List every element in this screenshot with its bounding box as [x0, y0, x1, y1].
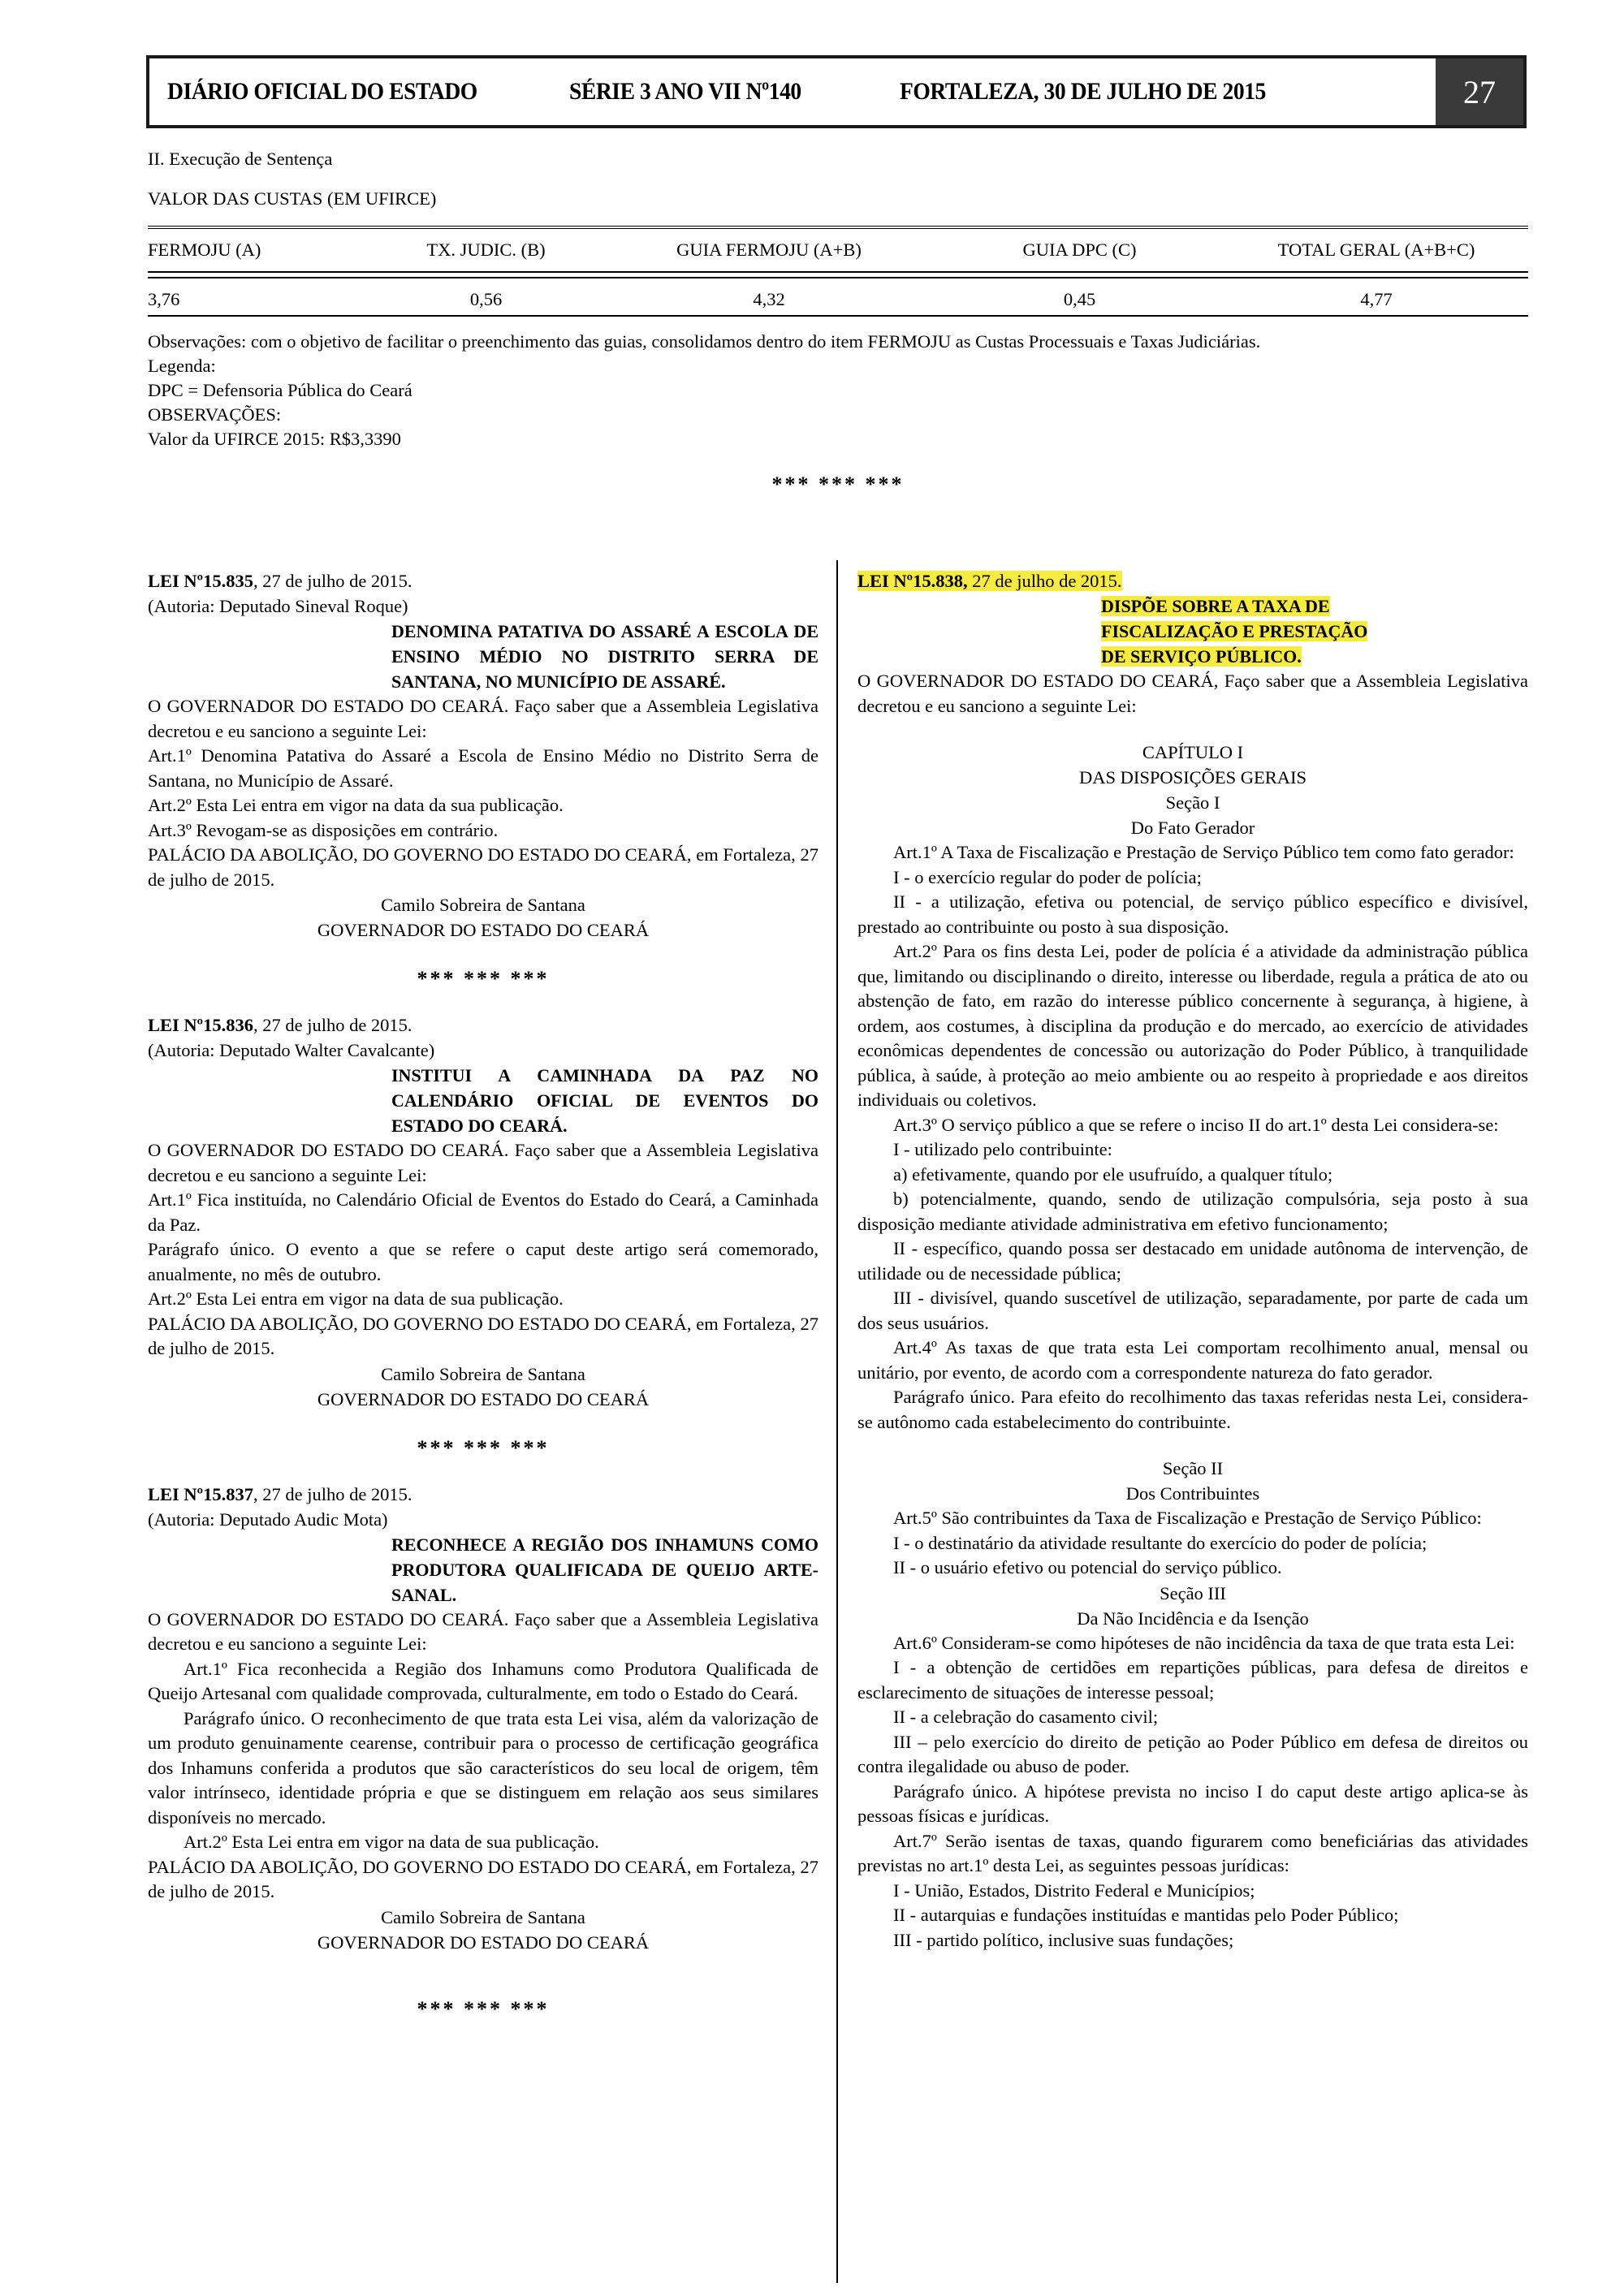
law-article-15836-1: Art.1º Fica instituída, no Calendário Oficial de Eventos do Estado do Ceará, a Caminhada da Paz. [148, 1189, 818, 1235]
column-divider [836, 560, 838, 2283]
law-separator-3: *** *** *** [417, 1996, 550, 2021]
art-7-inciso-iii: III - partido político, inclusive suas fundações; [893, 1929, 1234, 1950]
secao-2-label: Seção II [1162, 1458, 1224, 1478]
th-guia-fermoju: GUIA FERMOJU (A+B) [603, 227, 935, 271]
law-date-15836: , 27 de julho de 2015. [253, 1015, 412, 1035]
observations-block [148, 330, 1528, 451]
art-6-inciso-i: I - a obtenção de certidões em repartições públicas, para defesa de direitos e esclarecimento de situações de interesse pessoal; [857, 1657, 1528, 1703]
secao-1-label: Seção I [1165, 792, 1220, 813]
law-ementa-15836: INSTITUI A CAMINHADA DA PAZ NO CALENDÁRIO OFICIAL DE EVENTOS DO ESTADO DO CEARÁ. [391, 1065, 818, 1136]
law-palacio-15835: PALÁCIO DA ABOLIÇÃO, DO GOVERNO DO ESTADO DO CEARÁ, em Fortaleza, 27 de julho de 2015. [148, 844, 818, 890]
ufirce-value: Valor da UFIRCE 2015: R$3,3390 [148, 429, 401, 449]
th-fermoju: FERMOJU (A) [148, 227, 369, 271]
custas-table-body [148, 278, 1528, 315]
two-column-area [148, 568, 1528, 2281]
law-heading-15837 [148, 1482, 818, 1507]
law-article-15837-2: Parágrafo único. O reconhecimento de que trata esta Lei visa, além da valorização de um produto genuinamente cearense, contribuir para o processo de certificação geográfica dos Inhamuns conferida a produtos que são característicos do seu local de origem, têm valor intrínseco, identidade própria e que se distinguem em relação aos seus similares disponíveis no mercado. [148, 1707, 818, 1828]
law-ementa-15838 [1101, 593, 1528, 669]
publication-title: DIÁRIO OFICIAL DO ESTADO [167, 78, 477, 105]
left-column [148, 568, 818, 2281]
law-article-15835-3: Art.3º Revogam-se as disposições em contrário. [148, 819, 499, 840]
legenda-label: Legenda: [148, 356, 216, 376]
secao-3-label: Seção III [1160, 1582, 1226, 1603]
td-total-geral: 4,77 [1360, 289, 1393, 309]
art-6-paragrafo-unico: Parágrafo único. A hipótese prevista no inciso I do caput deste artigo aplica-se às pessoas físicas e jurídicas. [857, 1780, 1528, 1826]
law-preamble-15837: O GOVERNADOR DO ESTADO DO CEARÁ. Faço saber que a Assembleia Legislativa decretou e eu sanciono a seguinte Lei: [148, 1608, 818, 1654]
law-article-15837-1: Art.1º Fica reconhecida a Região dos Inhamuns como Produtora Qualificada de Queijo Artesanal com qualidade comprovada, culturalmente, em todo o Estado do Ceará. [148, 1658, 818, 1703]
law-article-15835-2: Art.2º Esta Lei entra em vigor na data da sua publicação. [148, 795, 564, 815]
spacer-before-secao-2 [857, 1435, 1528, 1456]
masthead-text-group [149, 58, 1436, 125]
table-header-row [148, 227, 1528, 271]
art-6-inciso-iii: III – pelo exercício do direito de petição ao Poder Público em defesa de direitos ou contra ilegalidade ou abuso de poder. [857, 1731, 1528, 1776]
secao-1-title: Do Fato Gerador [1130, 818, 1255, 838]
spacer-before-capitulo [857, 719, 1528, 740]
art-3-inciso-iii: III - divisível, quando suscetível de utilização, separadamente, por parte de cada um dos seus usuários. [857, 1288, 1528, 1333]
th-tx-judic: TX. JUDIC. (B) [369, 227, 603, 271]
art-5-inciso-i: I - o destinatário da atividade resultante do exercício do poder de polícia; [893, 1532, 1427, 1553]
law-heading-15835 [148, 568, 818, 593]
td-guia-dpc: 0,45 [1063, 289, 1096, 309]
ementa-line-3: DE SERVIÇO PÚBLICO. [1101, 646, 1302, 667]
law-article-15836-2: Parágrafo único. O evento a que se refere o caput deste artigo será comemorado, anualmente, no mês de outubro. [148, 1239, 818, 1284]
law-ementa-15837: RECONHECE A REGIÃO DOS INHAMUNS COMO PRODUTORA QUALIFICADA DE QUEIJO ARTE-SANAL. [391, 1534, 818, 1605]
art-6-inciso-ii: II - a celebração do casamento civil; [893, 1707, 1159, 1727]
art-5-inciso-ii: II - o usuário efetivo ou potencial do serviço público. [893, 1557, 1282, 1577]
law-number-15835: LEI Nº15.835 [148, 571, 253, 591]
ementa-line-1: DISPÕE SOBRE A TAXA DE [1101, 596, 1330, 616]
law-date-15835: , 27 de julho de 2015. [253, 571, 412, 591]
table-head [148, 227, 1528, 271]
observacoes-paragraph: Observações: com o objetivo de facilitar o preenchimento das guias, consolidamos dentro do item FERMOJU as Custas Processuais e Taxas Judiciárias. [148, 331, 1261, 352]
law-article-15837-3: Art.2º Esta Lei entra em vigor na data de sua publicação. [184, 1832, 599, 1852]
law-heading-15838 [857, 568, 1528, 593]
td-fermoju: 3,76 [148, 289, 180, 309]
city-date: FORTALEZA, 30 DE JULHO DE 2015 [899, 78, 1266, 105]
law-palacio-15836: PALÁCIO DA ABOLIÇÃO, DO GOVERNO DO ESTADO DO CEARÁ, em Fortaleza, 27 de julho de 2015. [148, 1313, 818, 1358]
art-3: Art.3º O serviço público a que se refere o inciso II do art.1º desta Lei considera-se: [893, 1114, 1499, 1135]
custas-table [148, 226, 1528, 271]
law-signer-name-15835: Camilo Sobreira de Santana [381, 895, 585, 915]
law-signer-title-15837: GOVERNADOR DO ESTADO DO CEARÁ [317, 1931, 650, 1953]
law-block-15835 [148, 568, 818, 943]
law-block-15836 [148, 1012, 818, 1412]
table-body [148, 278, 1528, 315]
section-label: II. Execução de Sentença [148, 149, 333, 169]
page-number-badge: 27 [1436, 58, 1523, 125]
right-column [857, 568, 1528, 2281]
art-4: Art.4º As taxas de que trata esta Lei comportam recolhimento anual, mensal ou unitário, por evento, de acordo com a correspondente natureza do fato gerador. [857, 1337, 1528, 1383]
art-4-paragrafo-unico: Parágrafo único. Para efeito do recolhimento das taxas referidas nesta Lei, considera-se autônomo cada estabelecimento do contribuinte. [857, 1387, 1528, 1432]
table-row [148, 278, 1528, 315]
art-5: Art.5º São contribuintes da Taxa de Fiscalização e Prestação de Serviço Público: [893, 1508, 1482, 1528]
art-3-alinea-b: b) potencialmente, quando, sendo de utilização compulsória, seja posto à sua disposição mediante atividade administrativa em efetivo funcionamento; [857, 1189, 1528, 1234]
law-signer-title-15835: GOVERNADOR DO ESTADO DO CEARÁ [317, 920, 650, 940]
td-tx-judic: 0,56 [469, 289, 503, 309]
law-number-15837: LEI Nº15.837 [148, 1483, 253, 1504]
law-number-15836: LEI Nº15.836 [148, 1015, 253, 1035]
law-authoria-15835: (Autoria: Deputado Sineval Roque) [148, 596, 408, 616]
observacoes-label: OBSERVAÇÕES: [148, 404, 282, 425]
law-preamble-15836: O GOVERNADOR DO ESTADO DO CEARÁ. Faço saber que a Assembleia Legislativa decretou e eu sanciono a seguinte Lei: [148, 1140, 818, 1185]
masthead [146, 55, 1527, 128]
law-number-15838: LEI Nº15.838, [857, 571, 968, 591]
law-number-15838-highlight [857, 571, 1122, 591]
ementa-line-2: FISCALIZAÇÃO E PRESTAÇÃO [1101, 621, 1368, 641]
law-authoria-15836: (Autoria: Deputado Walter Cavalcante) [148, 1040, 435, 1060]
art-1-inciso-ii: II - a utilização, efetiva ou potencial, de serviço público específico e divisível, prestado ao contribuinte ou posto à sua disposição. [857, 891, 1528, 937]
art-7: Art.7º Serão isentas de taxas, quando figurarem como beneficiárias das atividades previstas no art.1º desta Lei, as seguintes pessoas jurídicas: [857, 1830, 1528, 1875]
law-heading-15836 [148, 1012, 818, 1038]
law-signer-name-15836: Camilo Sobreira de Santana [381, 1363, 585, 1384]
art-1: Art.1º A Taxa de Fiscalização e Prestação de Serviço Público tem como fato gerador: [893, 842, 1514, 862]
law-article-15835-1: Art.1º Denomina Patativa do Assaré a Escola de Ensino Médio no Distrito Serra de Santana, no Município de Assaré. [148, 745, 818, 791]
art-3-inciso-i: I - utilizado pelo contribuinte: [893, 1139, 1112, 1159]
capitulo-title: DAS DISPOSIÇÕES GERAIS [1078, 767, 1307, 788]
art-1-inciso-i: I - o exercício regular do poder de polícia; [893, 866, 1202, 887]
law-date-15838: 27 de julho de 2015. [967, 571, 1122, 591]
law-separator-1: *** *** *** [417, 967, 550, 990]
table-bottom-rule [148, 315, 1528, 317]
th-guia-dpc: GUIA DPC (C) [935, 227, 1224, 271]
law-authoria-15837: (Autoria: Deputado Audic Mota) [148, 1508, 388, 1530]
issue-series: SÉRIE 3 ANO VII Nº140 [569, 78, 801, 105]
art-3-alinea-a: a) efetivamente, quando por ele usufruído, a qualquer título; [893, 1163, 1333, 1185]
law-ementa-15835: DENOMINA PATATIVA DO ASSARÉ A ESCOLA DE ENSINO MÉDIO NO DISTRITO SERRA DE SANTANA, NO MUNICÍPIO DE ASSARÉ. [391, 621, 818, 692]
table-header-rule [148, 271, 1528, 278]
art-3-inciso-ii: II - específico, quando possa ser destacado em unidade autônoma de intervenção, de utilidade ou de necessidade pública; [857, 1238, 1528, 1284]
top-block [148, 146, 1528, 515]
art-6: Art.6º Consideram-se como hipóteses de não incidência da taxa de que trata esta Lei: [893, 1632, 1515, 1653]
art-7-inciso-i: I - União, Estados, Distrito Federal e Municípios; [893, 1880, 1255, 1901]
secao-3-title: Da Não Incidência e da Isenção [1077, 1608, 1309, 1629]
law-separator-2: *** *** *** [417, 1435, 550, 1460]
td-guia-fermoju: 4,32 [753, 289, 785, 309]
legenda-dpc: DPC = Defensoria Pública do Ceará [148, 380, 412, 400]
law-palacio-15837: PALÁCIO DA ABOLIÇÃO, DO GOVERNO DO ESTADO DO CEARÁ, em Fortaleza, 27 de julho de 2015. [148, 1856, 818, 1901]
capitulo-label: CAPÍTULO I [1142, 742, 1244, 762]
table-caption: VALOR DAS CUSTAS (EM UFIRCE) [148, 188, 437, 209]
th-total-geral: TOTAL GERAL (A+B+C) [1224, 227, 1528, 271]
section-separator: *** *** *** [771, 473, 905, 496]
law-signer-name-15837: Camilo Sobreira de Santana [381, 1906, 585, 1927]
law-block-15837 [148, 1482, 818, 1955]
secao-2-title: Dos Contribuintes [1125, 1483, 1260, 1504]
law-signer-title-15836: GOVERNADOR DO ESTADO DO CEARÁ [317, 1388, 650, 1409]
law-date-15837: , 27 de julho de 2015. [253, 1483, 412, 1504]
law-article-15836-3: Art.2º Esta Lei entra em vigor na data de sua publicação. [148, 1288, 564, 1309]
art-7-inciso-ii: II - autarquias e fundações instituídas e mantidas pelo Poder Público; [893, 1905, 1399, 1925]
law-preamble-15838: O GOVERNADOR DO ESTADO DO CEARÁ, Faço saber que a Assembleia Legislativa decretou e eu sanciono a seguinte Lei: [857, 671, 1528, 716]
art-2: Art.2º Para os fins desta Lei, poder de polícia é a atividade da administração pública que, limitando ou disciplinando o direito, interesse ou liberdade, regula a prática de ato ou abstenção de fato, em razão do interesse público concernente à segurança, à higiene, à ordem, aos costumes, à disciplina da produção e do mercado, ao exercício de atividades econômicas dependentes de concessão ou autorização do Poder Público, à tranquilidade pública, à saúde, à proteção ao meio ambiente ou ao respeito à propriedade e aos direitos individuais ou coletivos. [857, 941, 1528, 1110]
law-preamble-15835: O GOVERNADOR DO ESTADO DO CEARÁ. Faço saber que a Assembleia Legislativa decretou e eu sanciono a seguinte Lei: [148, 696, 818, 741]
